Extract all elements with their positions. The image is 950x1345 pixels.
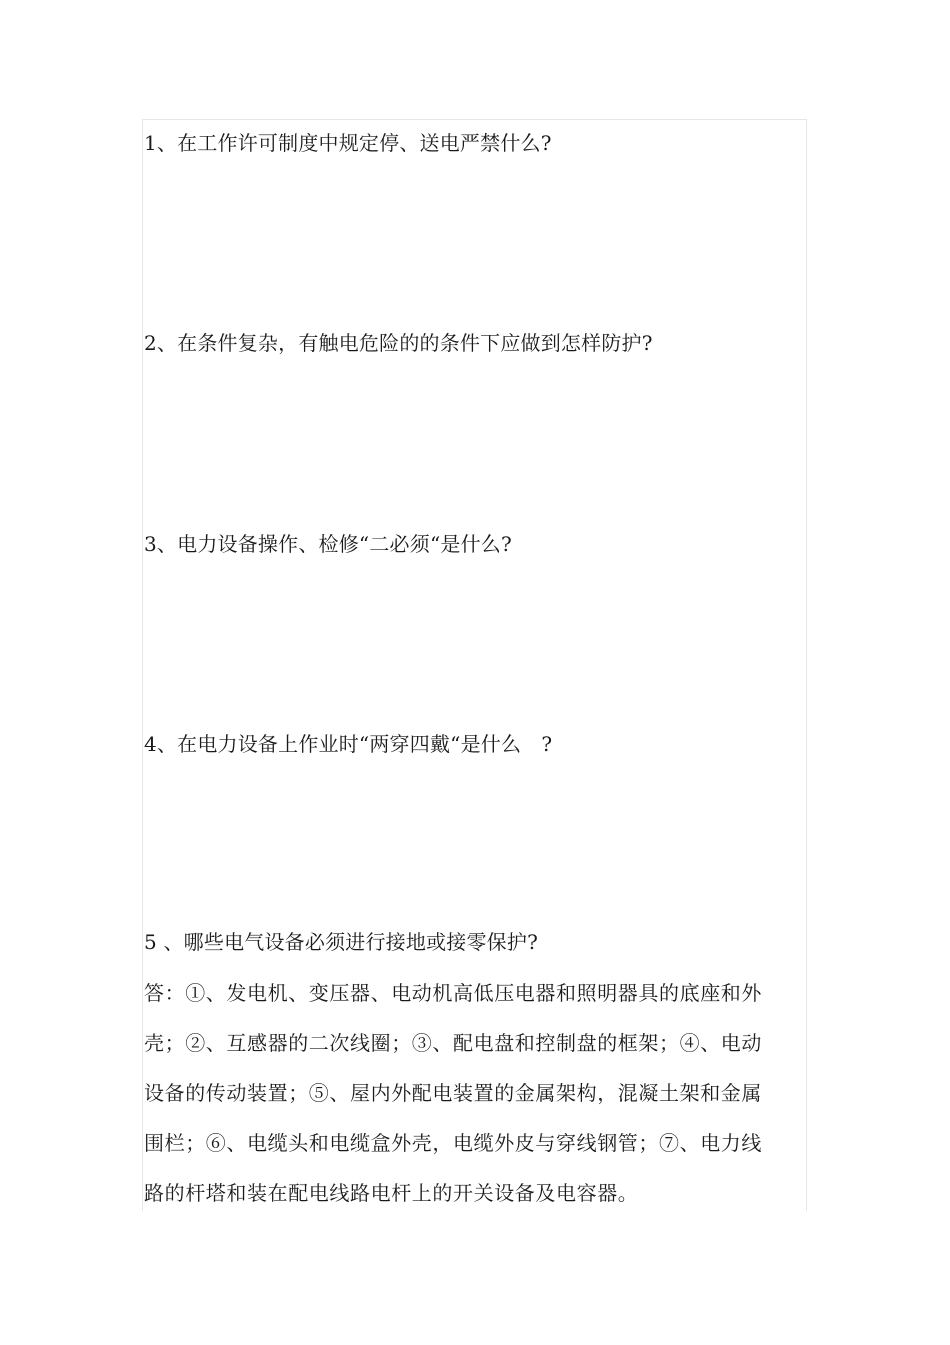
question-3: 3、电力设备操作、检修“二必须“是什么? [144,532,512,556]
answer-line: 设备的传动装置；⑤、屋内外配电装置的金属架构，混凝土架和金属 [144,1081,762,1105]
answer-line: 路的杆塔和装在配电线路电杆上的开关设备及电容器。 [144,1181,639,1205]
question-5: 5 、哪些电气设备必须进行接地或接零保护? [144,930,539,954]
question-2: 2、在条件复杂，有触电危险的的条件下应做到怎样防护? [144,331,653,355]
answer-line: 壳；②、互感器的二次线圈；③、配电盘和控制盘的框架；④、电动 [144,1031,762,1055]
answer-line: 答：①、发电机、变压器、电动机高低压电器和照明器具的底座和外 [144,981,762,1005]
question-1: 1、在工作许可制度中规定停、送电严禁什么? [144,131,552,155]
answer-line: 围栏；⑥、电缆头和电缆盒外壳，电缆外皮与穿线钢管；⑦、电力线 [144,1131,762,1155]
answer-5 [144,968,774,1218]
question-4: 4、在电力设备上作业时“两穿四戴“是什么 ? [144,732,553,756]
